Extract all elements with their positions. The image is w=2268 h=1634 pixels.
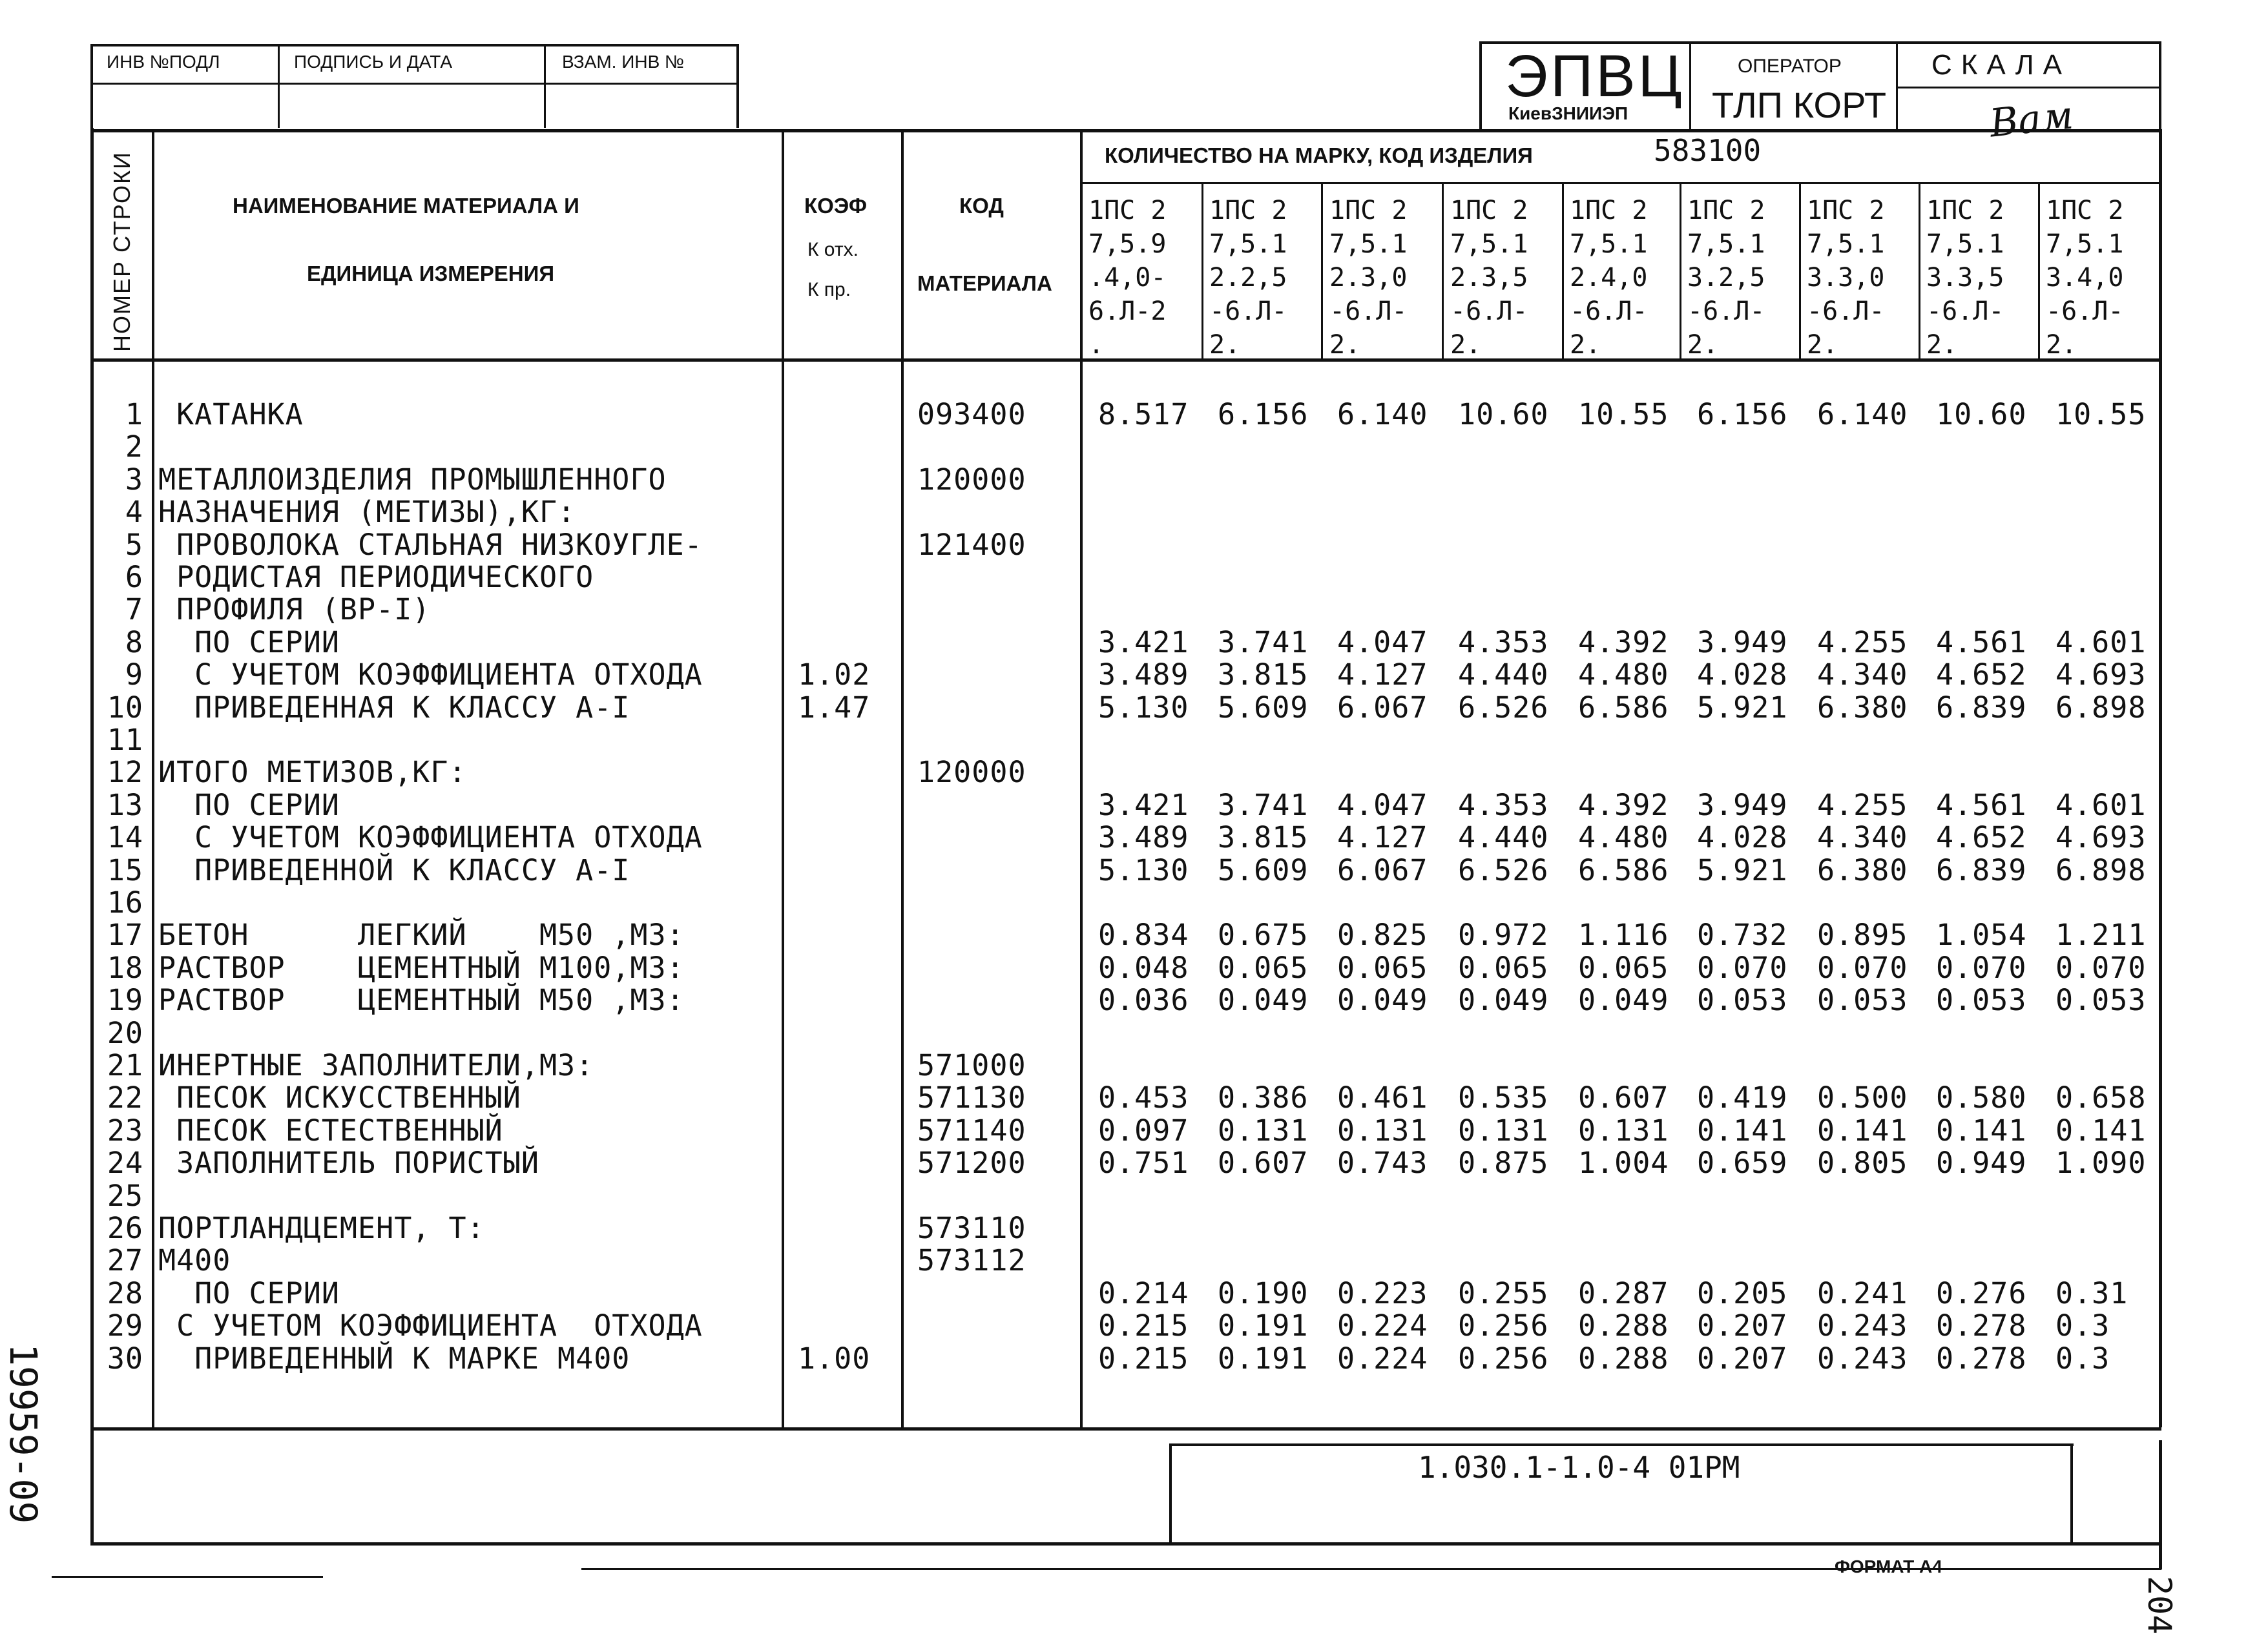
row-number: 4	[125, 495, 143, 530]
material-code: 571200	[917, 1146, 1026, 1181]
quantity-value: 5.609	[1218, 853, 1309, 887]
quantity-value: 0.276	[1936, 1276, 2027, 1310]
row-number: 12	[107, 755, 143, 790]
quantity-value: 4.255	[1817, 625, 1908, 659]
row-number: 8	[125, 625, 143, 659]
material-code: 573110	[917, 1211, 1026, 1245]
row-number: 15	[107, 853, 143, 887]
document-code: 1.030.1-1.0-4 01РМ	[1418, 1450, 1740, 1485]
row-number: 11	[107, 723, 143, 757]
quantity-value: 0.131	[1578, 1113, 1669, 1148]
material-name: ПЕСОК ИСКУССТВЕННЫЙ	[158, 1081, 521, 1115]
quantity-value: 6.586	[1578, 690, 1669, 725]
quantity-value: 0.256	[1458, 1308, 1549, 1343]
quantity-value: 4.255	[1817, 787, 1908, 822]
side-inventory-number: 19959-09	[1, 1343, 45, 1524]
quantity-value: 0.070	[1817, 950, 1908, 985]
material-name: ПРИВЕДЕННОЙ К КЛАССУ А-I	[158, 853, 630, 887]
quantity-value: 6.067	[1337, 690, 1428, 725]
material-code: 093400	[917, 397, 1026, 431]
quantity-value: 0.461	[1337, 1081, 1428, 1115]
row-number: 27	[107, 1243, 143, 1278]
coefficient: 1.02	[798, 657, 871, 692]
quantity-value: 4.601	[2055, 625, 2147, 659]
material-name: РОДИСТАЯ ПЕРИОДИЧЕСКОГО	[158, 560, 594, 594]
quantity-value: 0.834	[1098, 918, 1189, 953]
quantity-value: 3.949	[1697, 625, 1788, 659]
quantity-value: 1.211	[2055, 918, 2147, 953]
quantity-value: 6.586	[1578, 853, 1669, 887]
quantity-value: 0.065	[1337, 950, 1428, 985]
quantity-value: 4.392	[1578, 787, 1669, 822]
quantity-value: 0.607	[1578, 1081, 1669, 1115]
quantity-value: 0.243	[1817, 1341, 1908, 1376]
row-number: 26	[107, 1211, 143, 1245]
quantity-value: 3.489	[1098, 657, 1189, 692]
quantity-value: 3.741	[1218, 625, 1309, 659]
signature: Вам	[1987, 92, 2076, 147]
material-code: 573112	[917, 1243, 1026, 1278]
row-number: 16	[107, 885, 143, 920]
quantity-value: 10.60	[1458, 397, 1549, 431]
quantity-value: 0.31	[2055, 1276, 2128, 1310]
quantity-value: 0.131	[1458, 1113, 1549, 1148]
material-name: ИТОГО МЕТИЗОВ,КГ:	[158, 755, 467, 790]
header-qty-code: 583100	[1654, 133, 1762, 168]
quantity-value: 6.526	[1458, 690, 1549, 725]
material-name: С УЧЕТОМ КОЭФФИЦИЕНТА ОТХОДА	[158, 1308, 703, 1343]
header-row-number: НОМЕР СТРОКИ	[109, 151, 135, 352]
mark-header-5: 1ПС 2 7,5.1 2.4,0 -6.Л- 2.	[1570, 196, 1648, 360]
quantity-value: 5.921	[1697, 853, 1788, 887]
material-name: М400	[158, 1243, 231, 1278]
quantity-value: 4.480	[1578, 657, 1669, 692]
quantity-value: 0.972	[1458, 918, 1549, 953]
material-code: 571130	[917, 1081, 1026, 1115]
quantity-value: 5.609	[1218, 690, 1309, 725]
quantity-value: 0.214	[1098, 1276, 1189, 1310]
quantity-value: 0.065	[1578, 950, 1669, 985]
material-name: ИНЕРТНЫЕ ЗАПОЛНИТЕЛИ,М3:	[158, 1048, 594, 1082]
quantity-value: 4.353	[1458, 787, 1549, 822]
quantity-value: 0.131	[1337, 1113, 1428, 1148]
stamp-inv-podl: ИНВ №ПОДЛ	[107, 52, 220, 72]
row-number: 7	[125, 592, 143, 627]
header-qty-label: КОЛИЧЕСТВО НА МАРКУ, КОД ИЗДЕЛИЯ	[1105, 143, 1533, 167]
quantity-value: 0.207	[1697, 1308, 1788, 1343]
quantity-value: 0.190	[1218, 1276, 1309, 1310]
quantity-value: 4.028	[1697, 657, 1788, 692]
header-name-line1: НАИМЕНОВАНИЕ МАТЕРИАЛА И	[233, 194, 579, 218]
quantity-value: 4.353	[1458, 625, 1549, 659]
quantity-value: 0.675	[1218, 918, 1309, 953]
quantity-value: 4.440	[1458, 657, 1549, 692]
row-number: 21	[107, 1048, 143, 1082]
quantity-value: 4.127	[1337, 820, 1428, 855]
quantity-value: 4.652	[1936, 820, 2027, 855]
quantity-value: 0.288	[1578, 1341, 1669, 1376]
quantity-value: 1.054	[1936, 918, 2027, 953]
mark-header-7: 1ПС 2 7,5.1 3.3,0 -6.Л- 2.	[1807, 196, 1885, 360]
quantity-value: 4.601	[2055, 787, 2147, 822]
quantity-value: 4.047	[1337, 625, 1428, 659]
quantity-value: 0.131	[1218, 1113, 1309, 1148]
material-name: С УЧЕТОМ КОЭФФИЦИЕНТА ОТХОДА	[158, 820, 703, 855]
row-number: 22	[107, 1081, 143, 1115]
quantity-value: 0.535	[1458, 1081, 1549, 1115]
quantity-value: 0.141	[1936, 1113, 2027, 1148]
row-number: 14	[107, 820, 143, 855]
quantity-value: 0.070	[2055, 950, 2147, 985]
quantity-value: 0.049	[1337, 983, 1428, 1018]
system-name: ЭПВЦ	[1505, 43, 1685, 109]
quantity-value: 4.392	[1578, 625, 1669, 659]
row-number: 10	[107, 690, 143, 725]
operator-label: ОПЕРАТОР	[1738, 56, 1842, 77]
quantity-value: 0.580	[1936, 1081, 2027, 1115]
quantity-value: 0.949	[1936, 1146, 2027, 1181]
page-number: 204	[2141, 1576, 2178, 1634]
quantity-value: 0.207	[1697, 1341, 1788, 1376]
header-code-sub: МАТЕРИАЛА	[917, 271, 1052, 295]
quantity-value: 0.141	[1697, 1113, 1788, 1148]
material-name: МЕТАЛЛОИЗДЕЛИЯ ПРОМЫШЛЕННОГО	[158, 462, 667, 497]
mark-header-9: 1ПС 2 7,5.1 3.4,0 -6.Л- 2.	[2046, 196, 2124, 360]
coefficient: 1.47	[798, 690, 871, 725]
quantity-value: 0.065	[1458, 950, 1549, 985]
material-name: НАЗНАЧЕНИЯ (МЕТИЗЫ),КГ:	[158, 495, 576, 530]
quantity-value: 3.815	[1218, 657, 1309, 692]
quantity-value: 0.070	[1936, 950, 2027, 985]
quantity-value: 0.224	[1337, 1341, 1428, 1376]
quantity-value: 0.053	[1936, 983, 2027, 1018]
material-name: ПРИВЕДЕННАЯ К КЛАССУ А-I	[158, 690, 630, 725]
quantity-value: 0.278	[1936, 1308, 2027, 1343]
header-coef-otx: К отх.	[807, 239, 858, 260]
mark-header-8: 1ПС 2 7,5.1 3.3,5 -6.Л- 2.	[1926, 196, 2004, 360]
quantity-value: 3.421	[1098, 625, 1189, 659]
material-name: РАСТВОР ЦЕМЕНТНЫЙ М50 ,М3:	[158, 983, 685, 1018]
stamp-podpis-data: ПОДПИСЬ И ДАТА	[294, 52, 453, 72]
quantity-value: 0.243	[1817, 1308, 1908, 1343]
quantity-value: 4.693	[2055, 657, 2147, 692]
quantity-value: 0.215	[1098, 1308, 1189, 1343]
institute-name: КиевЗНИИЭП	[1508, 103, 1628, 123]
quantity-value: 6.380	[1817, 690, 1908, 725]
row-number: 3	[125, 462, 143, 497]
quantity-value: 4.340	[1817, 820, 1908, 855]
quantity-value: 0.141	[2055, 1113, 2147, 1148]
quantity-value: 0.097	[1098, 1113, 1189, 1148]
stamp-vzam-inv: ВЗАМ. ИНВ №	[562, 52, 685, 72]
quantity-value: 6.898	[2055, 853, 2147, 887]
quantity-value: 6.380	[1817, 853, 1908, 887]
row-number: 13	[107, 787, 143, 822]
quantity-value: 0.191	[1218, 1341, 1309, 1376]
material-name: ПРИВЕДЕННЫЙ К МАРКЕ М400	[158, 1341, 630, 1376]
quantity-value: 6.526	[1458, 853, 1549, 887]
operator-value: ТЛП КОРТ	[1712, 85, 1887, 125]
mark-header-3: 1ПС 2 7,5.1 2.3,0 -6.Л- 2.	[1329, 196, 1408, 360]
quantity-value: 0.256	[1458, 1341, 1549, 1376]
quantity-value: 0.053	[1697, 983, 1788, 1018]
material-name: ЗАПОЛНИТЕЛЬ ПОРИСТЫЙ	[158, 1146, 539, 1181]
quantity-value: 4.652	[1936, 657, 2027, 692]
quantity-value: 0.036	[1098, 983, 1189, 1018]
row-number: 23	[107, 1113, 143, 1148]
quantity-value: 0.049	[1458, 983, 1549, 1018]
row-number: 17	[107, 918, 143, 953]
material-name: ПО СЕРИИ	[158, 1276, 340, 1310]
quantity-value: 0.751	[1098, 1146, 1189, 1181]
quantity-value: 1.004	[1578, 1146, 1669, 1181]
row-number: 29	[107, 1308, 143, 1343]
quantity-value: 0.805	[1817, 1146, 1908, 1181]
quantity-value: 3.421	[1098, 787, 1189, 822]
quantity-value: 0.288	[1578, 1308, 1669, 1343]
row-number: 5	[125, 527, 143, 562]
quantity-value: 0.500	[1817, 1081, 1908, 1115]
material-name: РАСТВОР ЦЕМЕНТНЫЙ М100,М3:	[158, 950, 685, 985]
row-number: 25	[107, 1178, 143, 1213]
material-code: 120000	[917, 755, 1026, 790]
quantity-value: 10.55	[2055, 397, 2147, 431]
quantity-value: 4.693	[2055, 820, 2147, 855]
material-code: 571140	[917, 1113, 1026, 1148]
quantity-value: 1.090	[2055, 1146, 2147, 1181]
quantity-value: 0.070	[1697, 950, 1788, 985]
quantity-value: 1.116	[1578, 918, 1669, 953]
quantity-value: 0.659	[1697, 1146, 1788, 1181]
quantity-value: 6.140	[1337, 397, 1428, 431]
material-name: ПО СЕРИИ	[158, 787, 340, 822]
quantity-value: 0.049	[1218, 983, 1309, 1018]
quantity-value: 0.065	[1218, 950, 1309, 985]
row-number: 9	[125, 657, 143, 692]
quantity-value: 4.561	[1936, 787, 2027, 822]
quantity-value: 0.658	[2055, 1081, 2147, 1115]
material-name: ПЕСОК ЕСТЕСТВЕННЫЙ	[158, 1113, 503, 1148]
material-code: 571000	[917, 1048, 1026, 1082]
row-number: 2	[125, 429, 143, 464]
material-name: ПРОФИЛЯ (ВР-I)	[158, 592, 431, 627]
quantity-value: 0.053	[2055, 983, 2147, 1018]
quantity-value: 4.480	[1578, 820, 1669, 855]
quantity-value: 0.3	[2055, 1341, 2110, 1376]
quantity-value: 6.898	[2055, 690, 2147, 725]
quantity-value: 0.049	[1578, 983, 1669, 1018]
mark-header-2: 1ПС 2 7,5.1 2.2,5 -6.Л- 2.	[1209, 196, 1287, 360]
quantity-value: 5.921	[1697, 690, 1788, 725]
row-number: 24	[107, 1146, 143, 1181]
row-number: 30	[107, 1341, 143, 1376]
quantity-value: 0.205	[1697, 1276, 1788, 1310]
quantity-value: 0.743	[1337, 1146, 1428, 1181]
quantity-value: 6.156	[1697, 397, 1788, 431]
coefficient: 1.00	[798, 1341, 871, 1376]
material-name: ПОРТЛАНДЦЕМЕНТ, Т:	[158, 1211, 485, 1245]
quantity-value: 0.825	[1337, 918, 1428, 953]
material-name: С УЧЕТОМ КОЭФФИЦИЕНТА ОТХОДА	[158, 657, 703, 692]
mark-header-1: 1ПС 2 7,5.9 .4,0- 6.Л-2 .	[1088, 196, 1167, 360]
quantity-value: 4.028	[1697, 820, 1788, 855]
quantity-value: 10.60	[1936, 397, 2027, 431]
quantity-value: 0.453	[1098, 1081, 1189, 1115]
header-name-line2: ЕДИНИЦА ИЗМЕРЕНИЯ	[307, 262, 555, 285]
quantity-value: 0.191	[1218, 1308, 1309, 1343]
header-code-title: КОД	[959, 194, 1004, 218]
quantity-value: 3.741	[1218, 787, 1309, 822]
material-name: КАТАНКА	[158, 397, 304, 431]
quantity-value: 4.340	[1817, 657, 1908, 692]
row-number: 18	[107, 950, 143, 985]
quantity-value: 4.561	[1936, 625, 2027, 659]
material-name: БЕТОН ЛЕГКИЙ М50 ,М3:	[158, 918, 685, 953]
quantity-value: 0.386	[1218, 1081, 1309, 1115]
quantity-value: 0.224	[1337, 1308, 1428, 1343]
row-number: 28	[107, 1276, 143, 1310]
quantity-value: 4.127	[1337, 657, 1428, 692]
quantity-value: 3.489	[1098, 820, 1189, 855]
quantity-value: 0.607	[1218, 1146, 1309, 1181]
header-coef-pr: К пр.	[807, 279, 851, 300]
material-name: ПРОВОЛОКА СТАЛЬНАЯ НИЗКОУГЛЕ-	[158, 527, 703, 562]
quantity-value: 4.440	[1458, 820, 1549, 855]
quantity-value: 0.053	[1817, 983, 1908, 1018]
material-name: ПО СЕРИИ	[158, 625, 340, 659]
quantity-value: 8.517	[1098, 397, 1189, 431]
row-number: 20	[107, 1015, 143, 1050]
quantity-value: 0.732	[1697, 918, 1788, 953]
quantity-value: 0.223	[1337, 1276, 1428, 1310]
mark-header-6: 1ПС 2 7,5.1 3.2,5 -6.Л- 2.	[1687, 196, 1765, 360]
quantity-value: 6.067	[1337, 853, 1428, 887]
quantity-value: 6.839	[1936, 690, 2027, 725]
row-number: 6	[125, 560, 143, 594]
quantity-value: 10.55	[1578, 397, 1669, 431]
quantity-value: 0.141	[1817, 1113, 1908, 1148]
quantity-value: 0.875	[1458, 1146, 1549, 1181]
header-coef-title: КОЭФ	[804, 194, 868, 218]
material-code: 121400	[917, 527, 1026, 562]
row-number: 1	[125, 397, 143, 431]
quantity-value: 0.287	[1578, 1276, 1669, 1310]
quantity-value: 6.839	[1936, 853, 2027, 887]
quantity-value: 6.140	[1817, 397, 1908, 431]
quantity-value: 5.130	[1098, 690, 1189, 725]
quantity-value: 5.130	[1098, 853, 1189, 887]
quantity-value: 3.815	[1218, 820, 1309, 855]
quantity-value: 0.048	[1098, 950, 1189, 985]
quantity-value: 0.3	[2055, 1308, 2110, 1343]
quantity-value: 0.215	[1098, 1341, 1189, 1376]
quantity-value: 3.949	[1697, 787, 1788, 822]
material-code: 120000	[917, 462, 1026, 497]
quantity-value: 0.895	[1817, 918, 1908, 953]
format-label: ФОРМАТ А4	[1835, 1556, 1942, 1577]
quantity-value: 0.255	[1458, 1276, 1549, 1310]
quantity-value: 0.278	[1936, 1341, 2027, 1376]
quantity-value: 0.419	[1697, 1081, 1788, 1115]
row-number: 19	[107, 983, 143, 1018]
quantity-value: 4.047	[1337, 787, 1428, 822]
software-name: СКАЛА	[1931, 49, 2071, 81]
quantity-value: 0.241	[1817, 1276, 1908, 1310]
mark-header-4: 1ПС 2 7,5.1 2.3,5 -6.Л- 2.	[1450, 196, 1528, 360]
quantity-value: 6.156	[1218, 397, 1309, 431]
